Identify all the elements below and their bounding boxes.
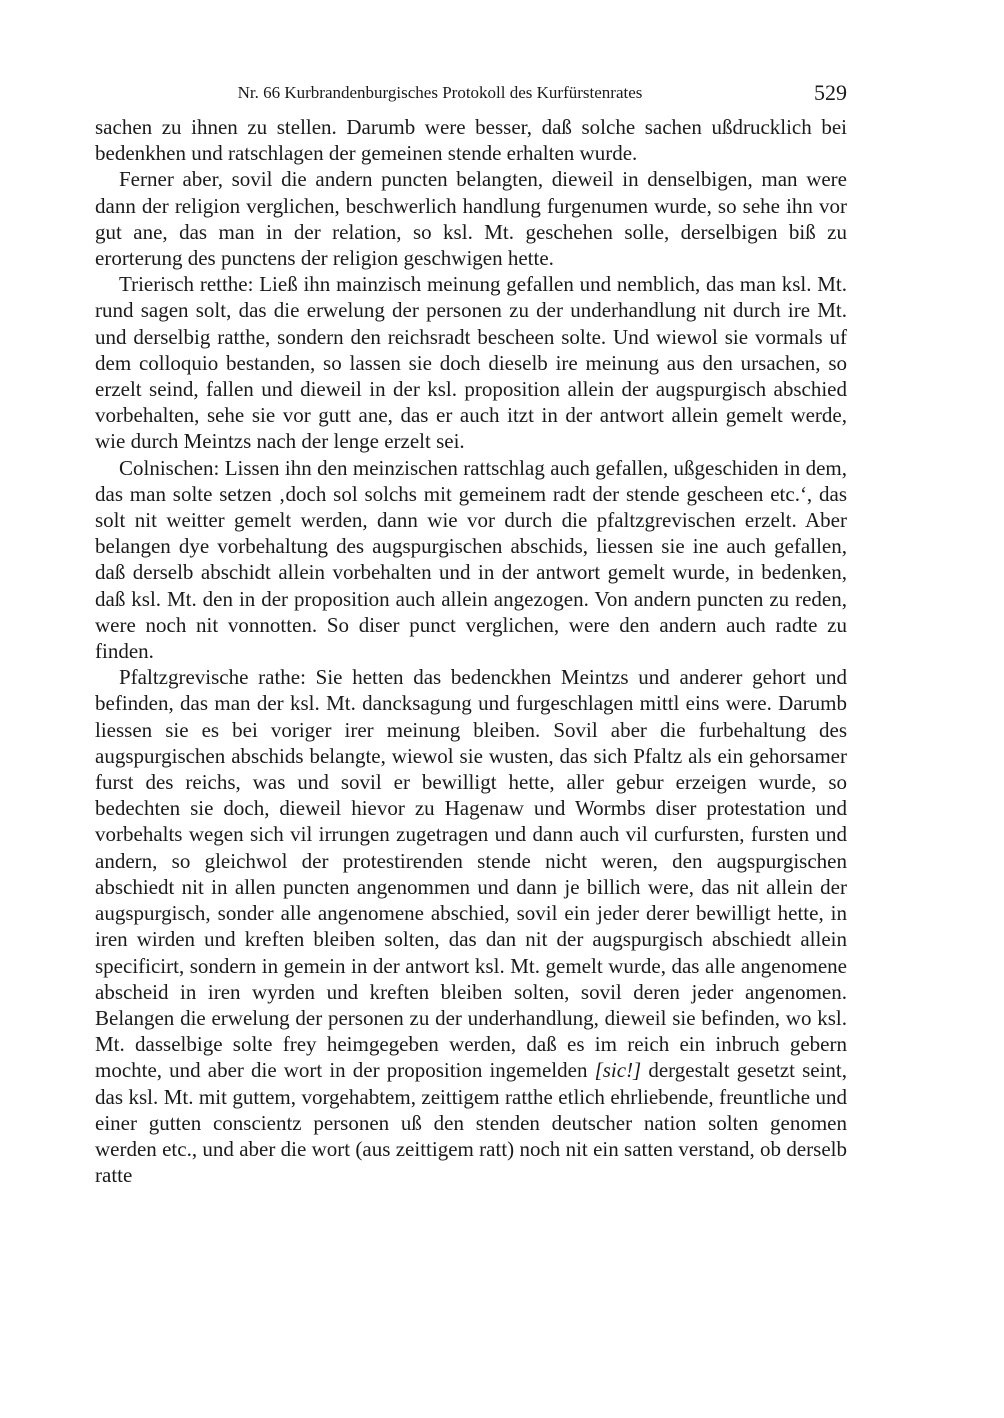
body-text: [95, 114, 847, 1188]
paragraph-trierisch: Trierisch retthe: Ließ ihn mainzisch meinung gefallen und nemblich, das man ksl. Mt. rund sagen solt, das die erwelung der personen zu der underhandlung nit durch ire Mt. und derselbig ratthe, sondern den reichsradt bescheen solte. Und wiewol sie vormals uf dem colloquio bestanden, so lassen sie doch dieselb ire meinung aus den ursachen, so erzelt seind, fallen und dieweil in der ksl. proposition allein der augspurgisch abschied vorbehalten, sehe sie vor gutt ane, das er auch itzt in der antwort allein gemelt werde, wie durch Meintzs nach der lenge erzelt sei.: [95, 272, 847, 454]
paragraph-text: Pfaltzgrevische rathe: Sie hetten das bedenckhen Meintzs und anderer gehort und befinden, das man der ksl. Mt. dancksagung und furgeschlagen mittl eins were. Darumb liessen sie es bei voriger irer meinung bleiben. Sovil aber die furbehaltung des augspurgischen abschids belangte, wiewol sie wusten, das sich Pfaltz als ein gehorsamer furst des reichs, was und sovil er bewilligt hette, aller gebur erzeigen wurde, so bedechten sie doch, dieweil hievor zu Hagenaw und Wormbs diser protestation und vorbehalts wegen sich vil irrungen zugetragen und dann auch vil curfursten, fursten und andern, so gleichwol der protestirenden stende nicht weren, den augspurgischen abschiedt nit in allen puncten angenommen und dann je billich were, das nit allein der augspurgisch, sonder alle angenomene abschied, sovil ein jeder derer bewilligt hette, in iren wirden und kreften bleiben solten, das dan nit der augspurgisch abschiedt allein specificirt, sondern in gemein in der antwort ksl. Mt. gemelt wurde, das alle angenomene abscheid in iren wyrden und kreften bleiben solten, sovil deren jeder angenomen. Belangen die erwelung der personen zu der underhandlung, dieweil sie befinden, wo ksl. Mt. dasselbige solte frey heimgegeben werden, daß es im reich ein inbruch gebern mochte, und aber die wort in der proposition ingemelden: [95, 665, 847, 1083]
paragraph-pfaltzgrevische: [95, 664, 847, 1188]
editorial-sic-note: [sic!]: [594, 1058, 642, 1083]
paragraph-colnischen: Colnischen: Lissen ihn den meinzischen rattschlag auch gefallen, ußgeschiden in dem, das man solte setzen ‚doch sol solchs mit gemeinem radt der stende gescheen etc.‘, das solt nit weitter gemelt werden, dann wie vor durch die pfaltzgrevischen erzelt. Aber belangen dye vorbehaltung des augspurgischen abschids, liessen sie ine auch gefallen, daß derselb abschidt allein vorbehalten und in der antwort gemelt wurde, in bedenken, daß ksl. Mt. den in der proposition auch allein angezogen. Von andern puncten zu reden, were noch nit vonnotten. So diser punct verglichen, were den andern auch radte zu finden.: [95, 455, 847, 664]
paragraph-continuation: sachen zu ihnen zu stellen. Darumb were besser, daß solche sachen ußdrucklich bei bedenkhen und ratschlagen der gemeinen stende erhalten wurde.: [95, 115, 847, 166]
document-page: [95, 76, 847, 1188]
page-number: 529: [814, 80, 847, 105]
paragraph-text: dergestalt gesetzt seint, das ksl. Mt. mit guttem, vorgehabtem, zeittigem ratthe etlich ehrliebende, freuntliche und einer gutten conscientz personen uß den stenden deutscher nation solten genomen werden etc., und aber die wort (aus zeittigem ratt) noch nit ein satten verstand, ob derselb ratte: [95, 1058, 848, 1188]
paragraph-ferner: Ferner aber, sovil die andern puncten belangten, dieweil in denselbigen, man were dann der religion verglichen, beschwerlich handlung furgenumen wurde, so sehe ihn vor gut ane, das man in der relation, so ksl. Mt. geschehen solle, derselbigen biß zu erorterung des punctens der religion geschwigen hette.: [95, 167, 847, 271]
running-title: Nr. 66 Kurbrandenburgisches Protokoll des Kurfürstenrates: [237, 83, 643, 102]
running-header: [95, 76, 847, 110]
